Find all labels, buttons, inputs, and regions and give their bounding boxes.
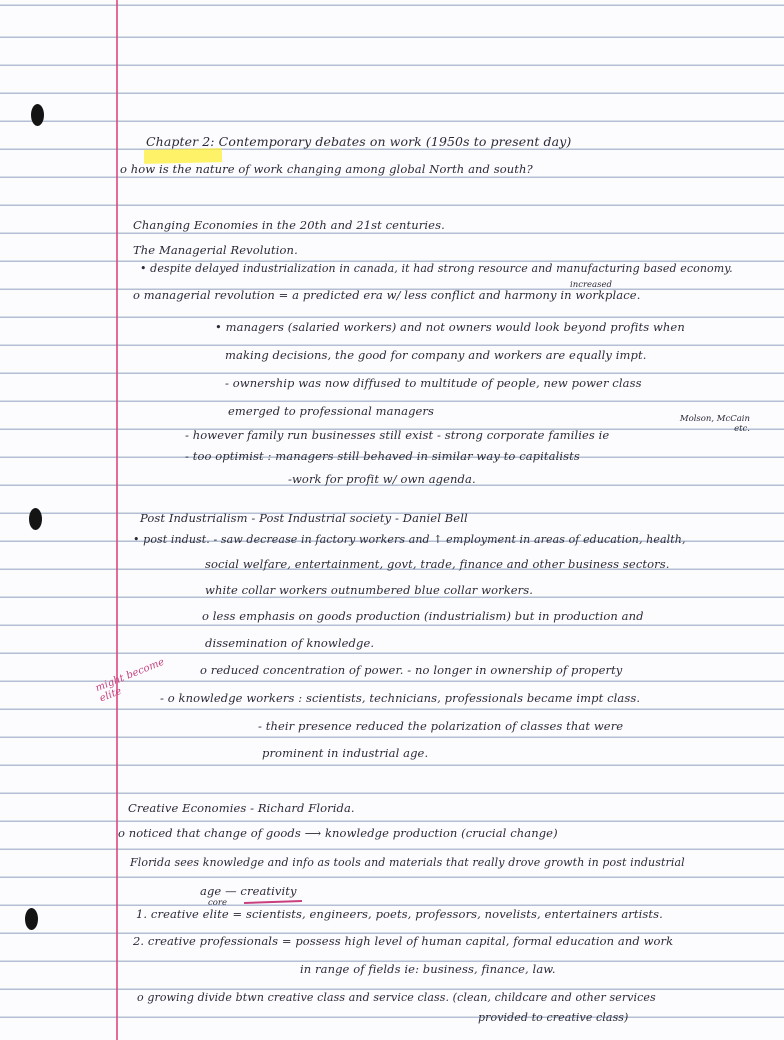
note-line: o noticed that change of goods ⟶ knowledge production (crucial change)	[118, 826, 558, 840]
note-line: age — creativity	[200, 884, 297, 898]
note-line: o managerial revolution = a predicted era w/ less conflict and harmony in workplace.	[133, 288, 641, 302]
creativity-underline	[244, 900, 302, 904]
punch-hole-bottom	[25, 908, 38, 930]
note-line: making decisions, the good for company and workers are equally impt.	[225, 348, 647, 362]
margin-note: might become elite	[94, 656, 167, 705]
note-line: 2. creative professionals = possess high level of human capital, formal education and work	[133, 934, 674, 948]
note-line: o growing divide btwn creative class and service class. (clean, childcare and other services	[137, 991, 656, 1004]
note-line: • post indust. - saw decrease in factory workers and ↑ employment in areas of education, health,	[133, 533, 686, 546]
section-heading-post-industrialism: Post Industrialism - Post Industrial society - Daniel Bell	[140, 511, 468, 525]
note-line: social welfare, entertainment, govt, trade, finance and other business sectors.	[205, 557, 670, 571]
note-line: 1. creative elite = scientists, engineers, poets, professors, novelists, entertainers artists.	[136, 907, 663, 921]
punch-hole-middle	[29, 508, 42, 530]
section-heading-creative-economies: Creative Economies - Richard Florida.	[128, 801, 355, 815]
section-heading-changing-economies: Changing Economies in the 20th and 21st centuries.	[133, 218, 445, 232]
note-line: emerged to professional managers	[228, 404, 435, 418]
note-line: provided to creative class)	[478, 1011, 629, 1024]
inserted-word: core	[208, 898, 227, 908]
note-line: o reduced concentration of power. - no longer in ownership of property	[200, 663, 623, 677]
note-line: - their presence reduced the polarization of classes that were	[258, 719, 624, 733]
inserted-word: increased	[570, 280, 612, 290]
note-line: in range of fields ie: business, finance, law.	[300, 962, 556, 976]
note-line: - however family run businesses still exist - strong corporate families ie	[185, 428, 610, 442]
note-line: Florida sees knowledge and info as tools and materials that really drove growth in post industrial	[130, 856, 685, 869]
section-heading-managerial-revolution: The Managerial Revolution.	[133, 243, 298, 257]
note-line: • despite delayed industrialization in canada, it had strong resource and manufacturing based economy.	[140, 262, 733, 275]
overview-question: o how is the nature of work changing among global North and south?	[120, 162, 533, 176]
note-line: prominent in industrial age.	[262, 746, 429, 760]
side-note: Molson, McCain etc.	[679, 414, 750, 434]
note-line: - o knowledge workers : scientists, technicians, professionals became impt class.	[160, 691, 641, 705]
note-line: - ownership was now diffused to multitude of people, new power class	[225, 376, 642, 390]
note-line: -work for profit w/ own agenda.	[288, 472, 476, 486]
note-line: white collar workers outnumbered blue collar workers.	[205, 583, 534, 597]
note-line: dissemination of knowledge.	[205, 636, 375, 650]
margin-line	[116, 0, 118, 1040]
note-line: o less emphasis on goods production (industrialism) but in production and	[202, 609, 644, 623]
note-line: • managers (salaried workers) and not owners would look beyond profits when	[215, 320, 685, 334]
note-line: - too optimist : managers still behaved in similar way to capitalists	[185, 449, 580, 463]
punch-hole-top	[31, 104, 44, 126]
chapter-title: Chapter 2: Contemporary debates on work (1950s to present day)	[146, 134, 572, 149]
